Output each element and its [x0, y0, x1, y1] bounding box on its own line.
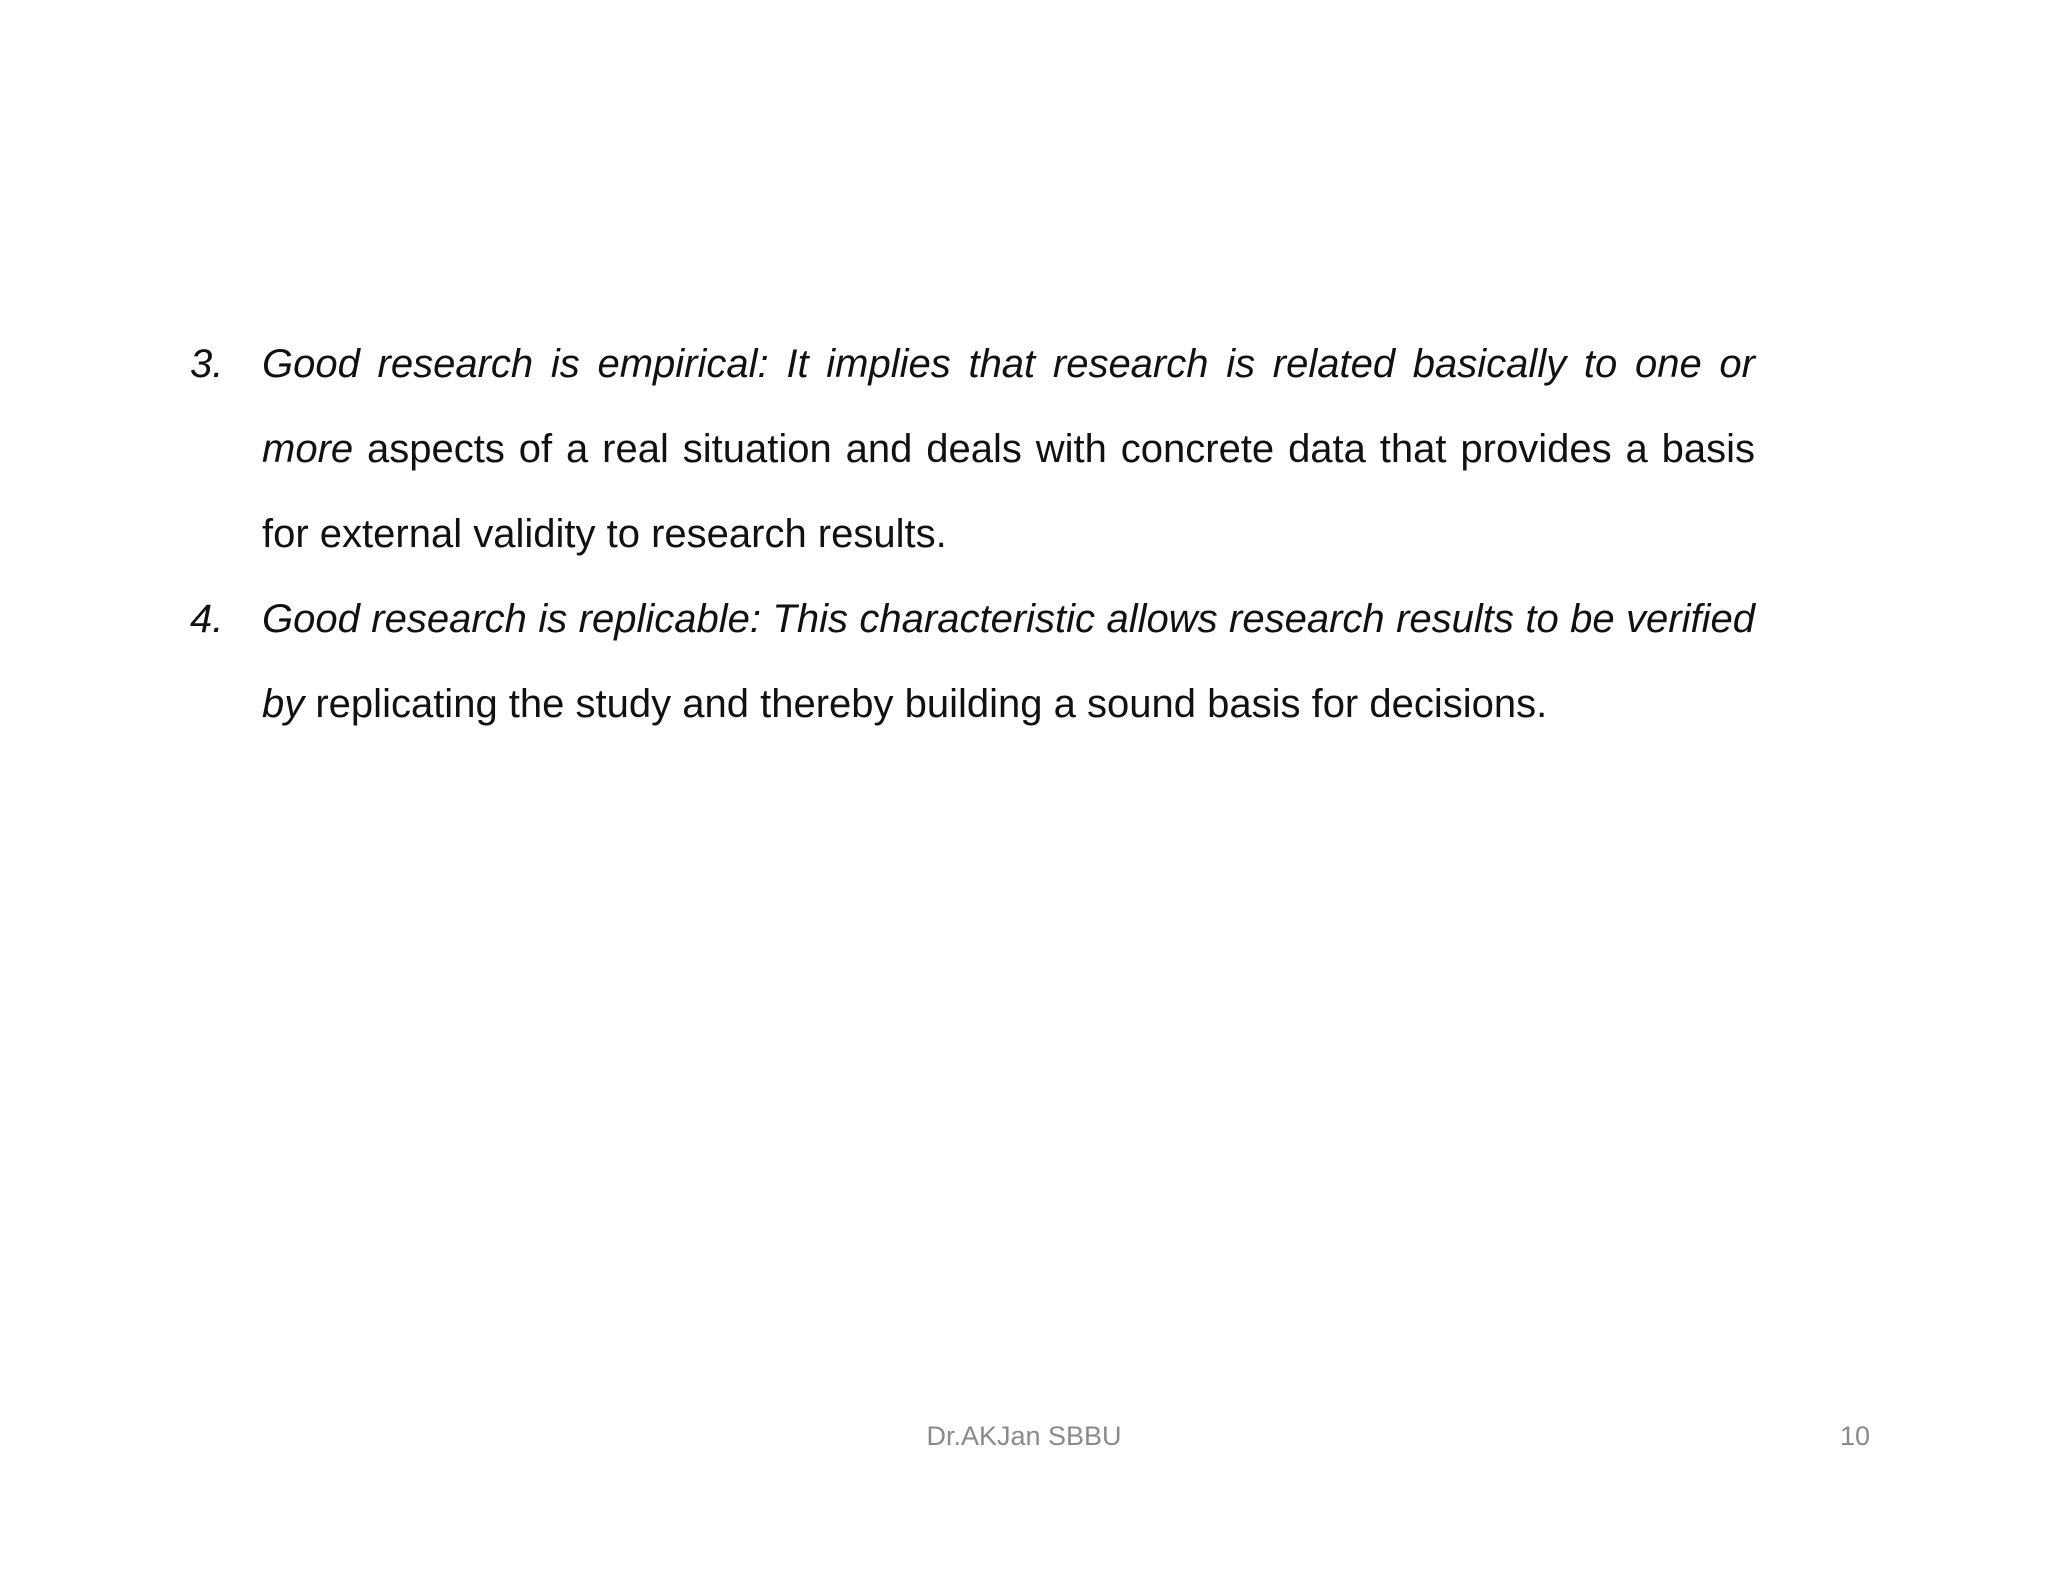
- page-number: 10: [1839, 1421, 1870, 1451]
- list-item-text: replicating the study and thereby building a sound basis for decisions.: [304, 682, 1548, 726]
- list-item: [190, 577, 1755, 747]
- list-item-number: 3.: [190, 342, 224, 386]
- list-item-italic-text: Good research is replicable: This characteristic allows research results to be verified by: [262, 597, 1755, 726]
- numbered-list: [190, 322, 1755, 747]
- list-item-text: aspects of a real situation and deals with concrete data that provides a basis for external validity to research results.: [262, 427, 1755, 556]
- list-item-italic-text: Good research is empirical: It implies that research is related basically to one or more: [262, 342, 1755, 471]
- list-item: [190, 322, 1755, 577]
- list-item-number: 4.: [190, 597, 224, 641]
- footer-author: Dr.AKJan SBBU: [926, 1421, 1122, 1451]
